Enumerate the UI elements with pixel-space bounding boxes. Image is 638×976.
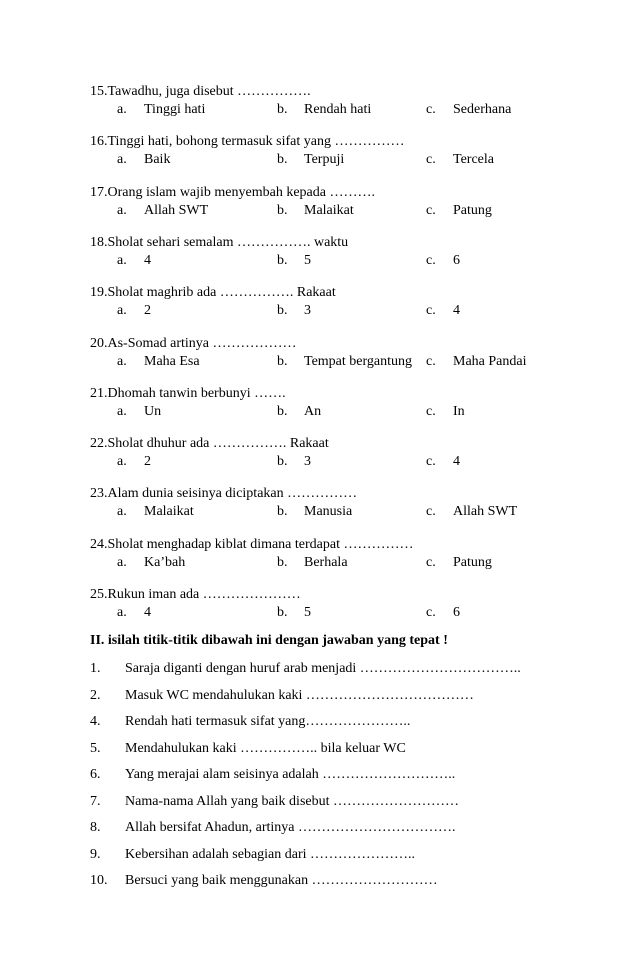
question-stem: 21.Dhomah tanwin berbunyi ……. [90,385,286,401]
option-text: 2 [144,454,151,470]
option-letter: a. [117,353,127,369]
option-letter: b. [277,454,288,470]
item-text: Allah bersifat Ahadun, artinya ……………………………. [125,820,456,835]
option-letter: c. [426,454,436,470]
option-text: Baik [144,152,171,168]
option-letter: b. [277,303,288,319]
fill-in-item [90,847,610,863]
option-text: Allah SWT [144,202,209,218]
option-text: 6 [453,605,460,620]
item-number: 7. [90,793,101,809]
question-item [90,84,610,120]
item-text: Yang merajai alam seisinya adalah ……………………….. [125,767,456,782]
fill-in-item [90,688,610,704]
option-text: Patung [453,202,492,218]
item-number: 2. [90,687,101,703]
item-number: 1. [90,661,101,676]
option-letter: c. [426,202,436,218]
option-letter: c. [426,554,436,570]
question-stem: 20.As-Somad artinya ……………… [90,335,297,351]
option-letter: a. [117,403,127,419]
option-text: Sederhana [453,102,512,117]
question-item [90,537,610,573]
option-text: Malaikat [144,504,194,520]
item-text: Mendahulukan kaki …………….. bila keluar WC [125,740,406,756]
option-text: Un [144,403,162,419]
question-item [90,436,610,472]
item-text: Masuk WC mendahulukan kaki ……………………………… [125,687,474,703]
option-letter: b. [277,252,288,268]
option-letter: c. [426,353,436,369]
question-item [90,235,610,271]
item-text: Nama-nama Allah yang baik disebut ……………………… [125,793,459,809]
item-number: 4. [90,714,101,729]
question-stem: 25.Rukun iman ada ………………… [90,587,301,602]
option-text: Patung [453,554,492,570]
question-stem: 16.Tinggi hati, bohong termasuk sifat yang …………… [90,134,405,150]
option-text: Ka’bah [144,554,186,570]
option-letter: b. [277,554,288,570]
option-text: Allah SWT [453,504,518,520]
option-text: Malaikat [304,202,354,218]
option-text: 3 [304,303,311,319]
option-letter: a. [117,303,127,319]
option-letter: a. [117,504,127,520]
item-text: Bersuci yang baik menggunakan ……………………… [125,873,438,888]
option-text: Tercela [453,152,494,168]
answer-options [90,555,610,571]
answer-options [90,354,610,370]
option-letter: c. [426,403,436,419]
option-text: In [453,403,465,419]
item-number: 10. [90,873,108,888]
answer-options [90,253,610,269]
option-letter: a. [117,202,127,218]
option-letter: a. [117,554,127,570]
answer-options [90,605,610,621]
question-item [90,587,610,623]
section-2-title: II. isilah titik-titik dibawah ini dengan jawaban yang tepat ! [90,633,448,648]
option-text: Berhala [304,554,348,570]
question-stem: 18.Sholat sehari semalam ……………. waktu [90,234,349,250]
option-letter: c. [426,252,436,268]
question-stem: 19.Sholat maghrib ada ……………. Rakaat [90,285,336,301]
option-text: 4 [453,303,460,319]
fill-in-item [90,820,610,836]
option-letter: b. [277,605,288,620]
question-item [90,285,610,321]
option-text: 5 [304,605,311,620]
fill-in-item [90,714,610,730]
option-text: Tinggi hati [144,102,206,117]
option-text: 4 [144,605,151,620]
fill-in-item [90,873,610,889]
option-letter: b. [277,202,288,218]
option-text: 3 [304,454,311,470]
option-text: 2 [144,303,151,319]
option-text: Maha Pandai [453,353,527,369]
item-text: Rendah hati termasuk sifat yang………………….. [125,714,411,729]
question-stem: 23.Alam dunia seisinya diciptakan …………… [90,486,358,502]
answer-options [90,504,610,520]
option-letter: a. [117,152,127,168]
answer-options [90,203,610,219]
option-text: 6 [453,252,460,268]
question-item [90,486,610,522]
answer-options [90,454,610,470]
option-letter: a. [117,605,127,620]
option-text: Tempat bergantung [304,353,413,369]
question-item [90,336,610,372]
option-text: Manusia [304,504,353,520]
option-letter: b. [277,353,288,369]
item-number: 5. [90,740,101,756]
option-letter: b. [277,102,288,117]
option-letter: c. [426,605,436,620]
option-letter: c. [426,102,436,117]
option-letter: c. [426,303,436,319]
item-number: 6. [90,767,101,782]
answer-options [90,303,610,319]
question-item [90,386,610,422]
option-text: Rendah hati [304,102,372,117]
question-stem: 17.Orang islam wajib menyembah kepada ………. [90,184,375,200]
question-item [90,134,610,170]
item-text: Saraja diganti dengan huruf arab menjadi …………………………….. [125,661,521,676]
option-text: 4 [453,454,460,470]
item-number: 9. [90,846,101,862]
option-letter: b. [277,152,288,168]
option-letter: c. [426,504,436,520]
option-letter: c. [426,152,436,168]
question-stem: 15.Tawadhu, juga disebut ……………. [90,84,311,99]
fill-in-item [90,661,610,677]
fill-in-item [90,741,610,757]
option-text: Maha Esa [144,353,200,369]
option-text: Terpuji [304,152,345,168]
answer-options [90,152,610,168]
option-letter: a. [117,102,127,117]
option-letter: b. [277,403,288,419]
question-stem: 24.Sholat menghadap kiblat dimana terdapat …………… [90,536,414,552]
item-number: 8. [90,820,101,835]
question-stem: 22.Sholat dhuhur ada ……………. Rakaat [90,436,329,452]
answer-options [90,404,610,420]
fill-in-item [90,794,610,810]
option-text: 4 [144,252,151,268]
option-text: An [304,403,322,419]
option-letter: a. [117,454,127,470]
question-item [90,185,610,221]
option-text: 5 [304,252,311,268]
item-text: Kebersihan adalah sebagian dari ………………….. [125,846,416,862]
fill-in-item [90,767,610,783]
option-letter: b. [277,504,288,520]
answer-options [90,102,610,118]
option-letter: a. [117,252,127,268]
